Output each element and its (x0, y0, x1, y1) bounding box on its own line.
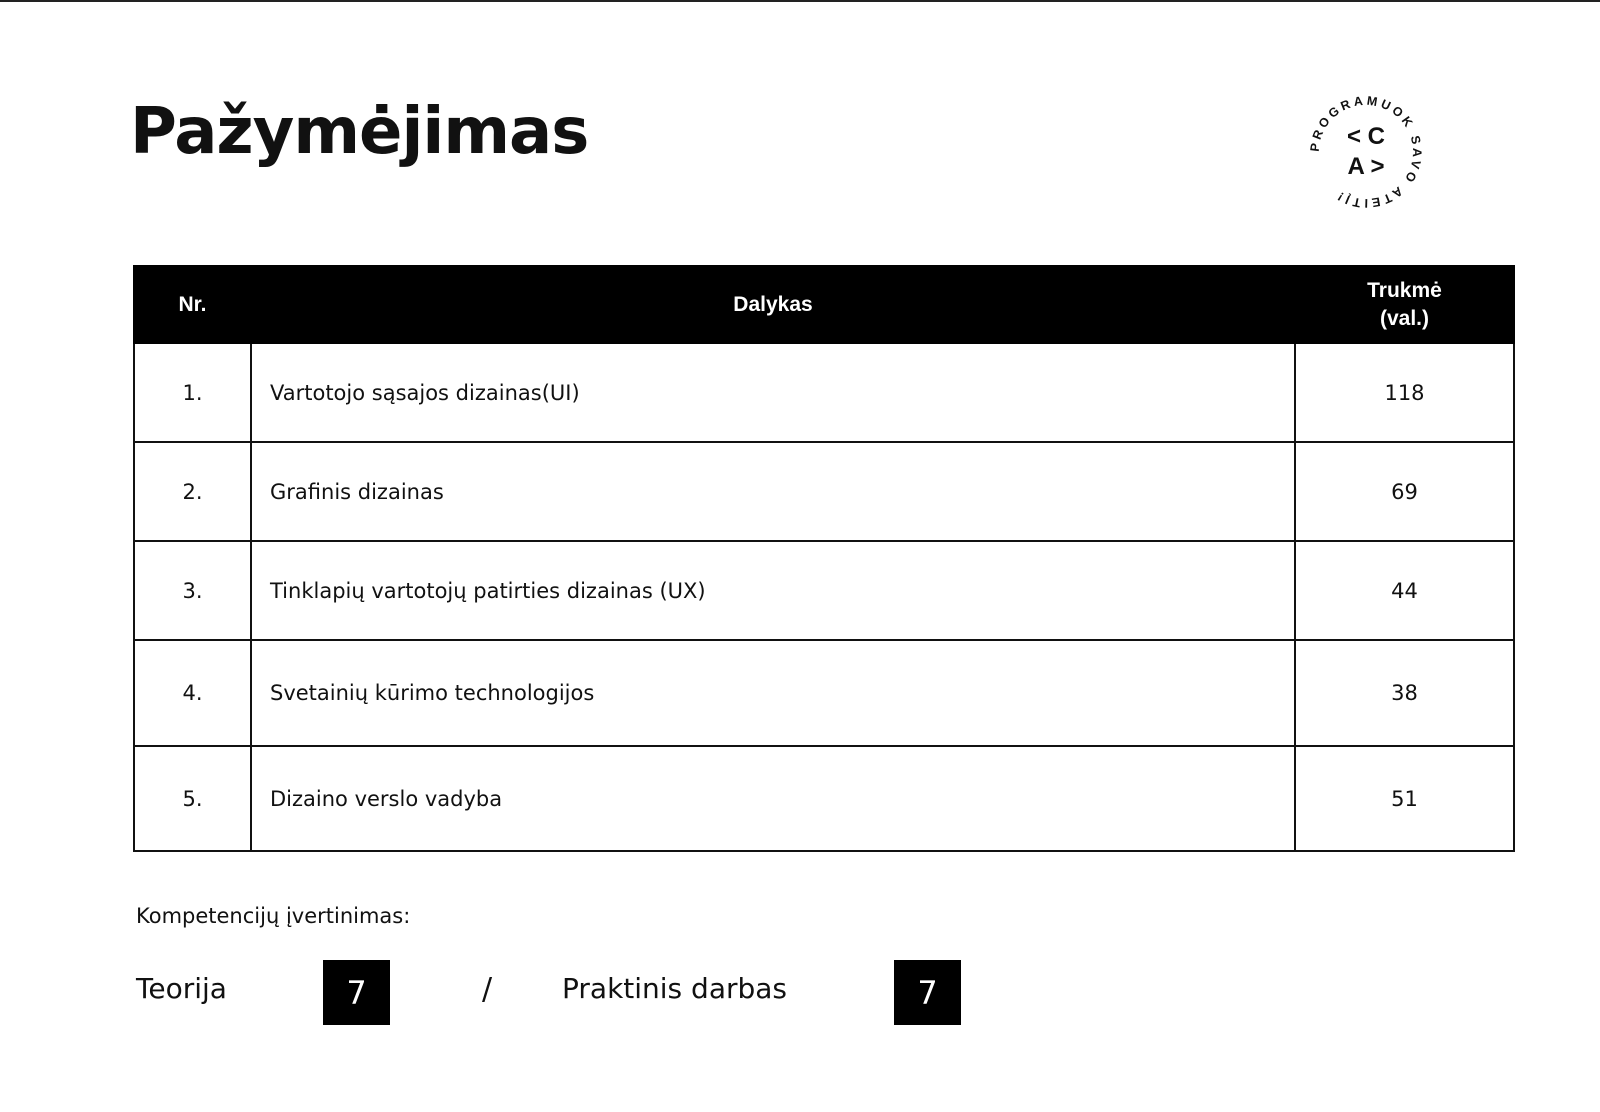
row-number: 4. (134, 640, 251, 746)
theory-score: 7 (323, 960, 390, 1025)
top-border-rule (0, 0, 1600, 2)
header-duration-line2: (val.) (1379, 306, 1429, 330)
logo-mark-top: < C (1346, 123, 1386, 150)
logo-badge (1302, 88, 1430, 216)
row-number: 1. (134, 343, 251, 442)
table-row (134, 343, 1514, 442)
row-subject: Svetainių kūrimo technologijos (251, 640, 1295, 746)
header-duration-line1: Trukmė (1367, 279, 1442, 303)
score-separator: / (482, 972, 493, 1007)
row-number: 2. (134, 442, 251, 541)
row-subject: Tinklapių vartotojų patirties dizainas (UX) (251, 541, 1295, 640)
subjects-table (133, 265, 1515, 852)
row-number: 3. (134, 541, 251, 640)
row-hours: 51 (1295, 746, 1514, 851)
practical-label: Praktinis darbas (562, 972, 788, 1005)
svg-text:PROGRAMUOK SAVO ATEITĮ! (1308, 94, 1424, 211)
logo-mark-bottom: A > (1347, 153, 1385, 180)
row-subject: Dizaino verslo vadyba (251, 746, 1295, 851)
row-hours: 69 (1295, 442, 1514, 541)
table-row (134, 640, 1514, 746)
header-nr: Nr. (134, 266, 251, 343)
logo-ring-text: PROGRAMUOK SAVO ATEITĮ! (1307, 93, 1425, 211)
table-header-row (134, 266, 1514, 343)
table-row (134, 746, 1514, 851)
logo-badge-graphic (1302, 88, 1430, 216)
theory-label: Teorija (136, 972, 227, 1005)
header-duration (1295, 266, 1514, 343)
row-hours: 44 (1295, 541, 1514, 640)
row-hours: 118 (1295, 343, 1514, 442)
document-title: Pažymėjimas (130, 95, 589, 169)
row-number: 5. (134, 746, 251, 851)
practical-score: 7 (894, 960, 961, 1025)
row-subject: Grafinis dizainas (251, 442, 1295, 541)
header-subject: Dalykas (251, 266, 1295, 343)
table-row (134, 541, 1514, 640)
competency-assessment-label: Kompetencijų įvertinimas: (136, 904, 411, 928)
table-row (134, 442, 1514, 541)
row-subject: Vartotojo sąsajos dizainas(UI) (251, 343, 1295, 442)
row-hours: 38 (1295, 640, 1514, 746)
